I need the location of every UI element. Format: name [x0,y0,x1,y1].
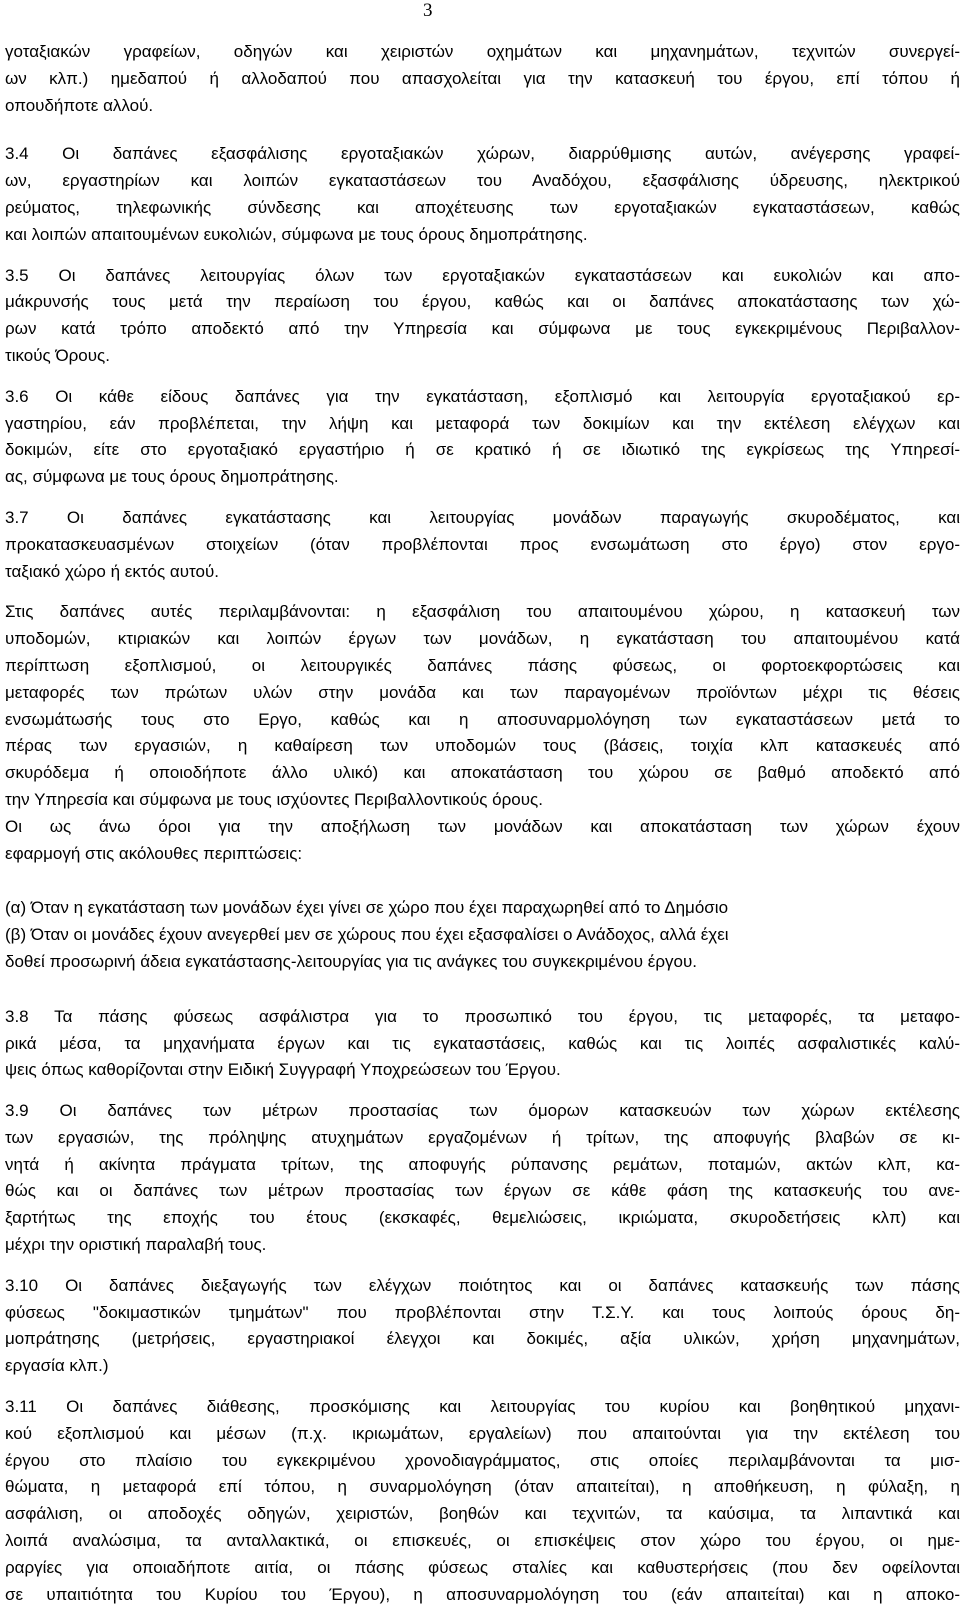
text-line: φύσεως "δοκιμαστικών τμημάτων" που προβλέπονται στην Τ.Σ.Υ. και τους λοιπούς όρους δη- [5,1302,960,1322]
paragraph-3-10 [5,1273,960,1380]
text-line: Οι ως άνω όροι για την αποξήλωση των μονάδων και αποκατάσταση των χώρων έχουν [5,816,960,836]
paragraph-3-5 [5,263,960,370]
text-line: προκατασκευασμένων στοιχείων (όταν προβλέπονται προς ενσωμάτωση στο έργο) στον εργο- [5,534,960,554]
paragraph-cases [5,895,960,975]
text-line: ων κλπ.) ημεδαπού ή αλλοδαπού που απασχολείται για την κατασκευή του έργου, επί τόπου ή [5,68,960,88]
text-line: Στις δαπάνες αυτές περιλαμβάνονται: η εξασφάλιση του απαιτουμένου χώρου, η κατασκευή των [5,602,960,622]
text-line: σκυρόδεμα ή οποιοδήποτε άλλο υλικό) και αποκατάσταση του χώρου σε βαθμό αποδεκτό από [5,763,960,783]
text-line: υποδομών, κτιριακών και λοιπών έργων των μονάδων, η εγκατάσταση του απαιτουμένου κατά [5,629,960,649]
text-line: μοπράτησης (μετρήσεις, εργαστηριακοί έλεγχοι και δοκιμές, αξία υλικών, χρήση μηχανημάτων, [5,1329,960,1349]
text-line: γαστηρίου, εάν προβλέπεται, την λήψη και μεταφορά των δοκιμίων και την εκτέλεση ελέγχων και [5,413,960,433]
text-line: δοθεί προσωρινή άδεια εγκατάστασης-λειτουργίας για τις ανάγκες του συγκεκριμένου έργου. [5,951,697,971]
paragraph-3-11 [5,1394,960,1608]
text-line: και λοιπών απαιτουμένων ευκολιών, σύμφωνα με τους όρους δημοπράτησης. [5,224,588,244]
text-line: περίπτωση εξοπλισμού, οι λειτουργικές δαπάνες πάσης φύσεως, οι φορτοεκφορτώσεις και [5,655,960,675]
text-line: ρεύματος, τηλεφωνικής σύνδεσης και αποχέτευσης των εργοταξιακών εγκαταστάσεων, καθώς [5,197,960,217]
paragraph-costs-included [5,599,960,867]
text-line: 3.10 Οι δαπάνες διεξαγωγής των ελέγχων ποιότητος και οι δαπάνες κατασκευής των πάσης [5,1275,960,1295]
text-line: (β) Όταν οι μονάδες έχουν ανεγερθεί μεν σε χώρους που έχει εξασφαλίσει ο Ανάδοχος, αλλά έχει [5,925,729,945]
text-line: ρικά μέσα, τα μηχανήματα έργων και τις εγκαταστάσεις, καθώς και τις λοιπές ασφαλιστικές καλύ- [5,1033,960,1053]
document-body [5,39,960,1608]
text-line: ξαρτήτως της εποχής του έτους (εκσκαφές, θεμελιώσεις, ικριώματα, σκυροδετήσεις κλπ) και [5,1208,960,1228]
page-number: 3 [423,0,433,21]
paragraph-3-4 [5,141,960,248]
text-line: ραργίες για οποιαδήποτε αιτία, οι πάσης φύσεως σταλίες και καθυστερήσεις (που δεν οφείλονται [5,1557,960,1577]
text-line: 3.5 Οι δαπάνες λειτουργίας όλων των εργοταξιακών εγκαταστάσεων και ευκολιών και απο- [5,265,960,285]
text-line: μάκρυνσής τους μετά την περαίωση του έργου, καθώς και οι δαπάνες αποκατάστασης των χώ- [5,292,960,312]
text-line: 3.11 Οι δαπάνες διάθεσης, προσκόμισης και λειτουργίας του κυρίου και βοηθητικού μηχανι- [5,1397,960,1417]
text-line: 3.7 Οι δαπάνες εγκατάστασης και λειτουργίας μονάδων παραγωγής σκυροδέματος, και [5,507,960,527]
paragraph-3-9 [5,1098,960,1259]
paragraph-3-7 [5,505,960,585]
text-line: ταξιακό χώρο ή εκτός αυτού. [5,561,219,581]
paragraph-continuation [5,39,960,119]
text-line: (α) Όταν η εγκατάσταση των μονάδων έχει γίνει σε χώρο που έχει παραχωρηθεί από το Δημόσιο [5,898,729,918]
text-line: δοκιμών, είτε στο εργοταξιακό εργαστήριο ή σε κρατικό ή σε ιδιωτικό της εγκρίσεως της Υπηρεσί- [5,440,960,460]
text-line: τικούς Όρους. [5,345,110,365]
text-line: θώματα, η μεταφορά επί τόπου, η συναρμολόγηση (όταν απαιτείται), η αποθήκευση, η φύλαξη, η [5,1477,960,1497]
text-line: 3.8 Τα πάσης φύσεως ασφάλιστρα για το προσωπικό του έργου, τις μεταφορές, τα μεταφο- [5,1006,960,1026]
text-line: 3.4 Οι δαπάνες εξασφάλισης εργοταξιακών χώρων, διαρρύθμισης αυτών, ανέγερσης γραφεί- [5,144,960,164]
text-line: έργου στο πλαίσιο του εγκεκριμένου χρονοδιαγράμματος, στις οποίες περιλαμβάνονται τα μισ- [5,1450,960,1470]
text-line: μεταφορές των πρώτων υλών στην μονάδα και των παραγομένων προϊόντων μέχρι τις θέσεις [5,682,960,702]
text-line: ρων κατά τρόπο αποδεκτό από την Υπηρεσία και σύμφωνα με τους εγκεκριμένους Περιβαλλον- [5,319,960,339]
text-line: ενσωμάτωσής τους στο Εργο, καθώς και η αποσυναρμολόγηση των εγκαταστάσεων μετά το [5,709,960,729]
text-line: 3.9 Οι δαπάνες των μέτρων προστασίας των όμορων κατασκευών των χώρων εκτέλεσης [5,1101,960,1121]
text-line: πέρας των εργασιών, η καθαίρεση των υποδομών τους (βάσεις, τοιχία κλπ κατασκευές από [5,736,960,756]
text-line: ασφάλιση, οι αποδοχές οδηγών, χειριστών, βοηθών και τεχνιτών, τα καύσιμα, τα λιπαντικά και [5,1504,960,1524]
text-line: ψεις όπως καθορίζονται στην Ειδική Συγγραφή Υποχρεώσεων του Έργου. [5,1060,561,1080]
text-line: νητά ή ακίνητα πράγματα τρίτων, της αποφυγής ρύπανσης ρεμάτων, ποταμών, ακτών κλπ, κα- [5,1154,960,1174]
text-line: εφαρμογή στις ακόλουθες περιπτώσεις: [5,843,303,863]
text-line: λοιπά αναλώσιμα, τα ανταλλακτικά, οι επισκευές, οι επισκέψεις στον χώρο του έργου, οι ημε- [5,1531,960,1551]
text-line: των εργασιών, της πρόληψης ατυχημάτων εργαζομένων ή τρίτων, της αποφυγής βλαβών σε κι- [5,1127,960,1147]
paragraph-3-6 [5,384,960,491]
text-line: την Υπηρεσία και σύμφωνα με τους ισχύοντες Περιβαλλοντικούς όρους. [5,789,543,809]
text-line: οπουδήποτε αλλού. [5,95,154,115]
text-line: ων, εργαστηρίων και λοιπών εγκαταστάσεων του Αναδόχου, εξασφάλισης ύδρευσης, ηλεκτρικού [5,171,960,191]
text-line: ας, σύμφωνα με τους όρους δημοπράτησης. [5,467,339,487]
text-line: εργασία κλπ.) [5,1356,109,1376]
text-line: κού εξοπλισμού και μέσων (π.χ. ικριωμάτων, εργαλείων) που απαιτούνται για την εκτέλεση του [5,1423,960,1443]
text-line: γοταξιακών γραφείων, οδηγών και χειριστών οχημάτων και μηχανημάτων, τεχνιτών συνεργεί- [5,42,960,61]
text-line: σε υπαιτιότητα του Κυρίου του Έργου), η αποσυναρμολόγηση του (εάν απαιτείται) και η αποκο- [5,1584,960,1604]
paragraph-3-8 [5,1004,960,1084]
text-line: θώς και οι δαπάνες των μέτρων προστασίας των έργων σε κάθε φάση της κατασκευής του ανε- [5,1181,960,1201]
text-line: 3.6 Οι κάθε είδους δαπάνες για την εγκατάσταση, εξοπλισμό και λειτουργία εργοταξιακού ερ- [5,386,960,406]
text-line: μέχρι την οριστική παραλαβή τους. [5,1235,267,1255]
